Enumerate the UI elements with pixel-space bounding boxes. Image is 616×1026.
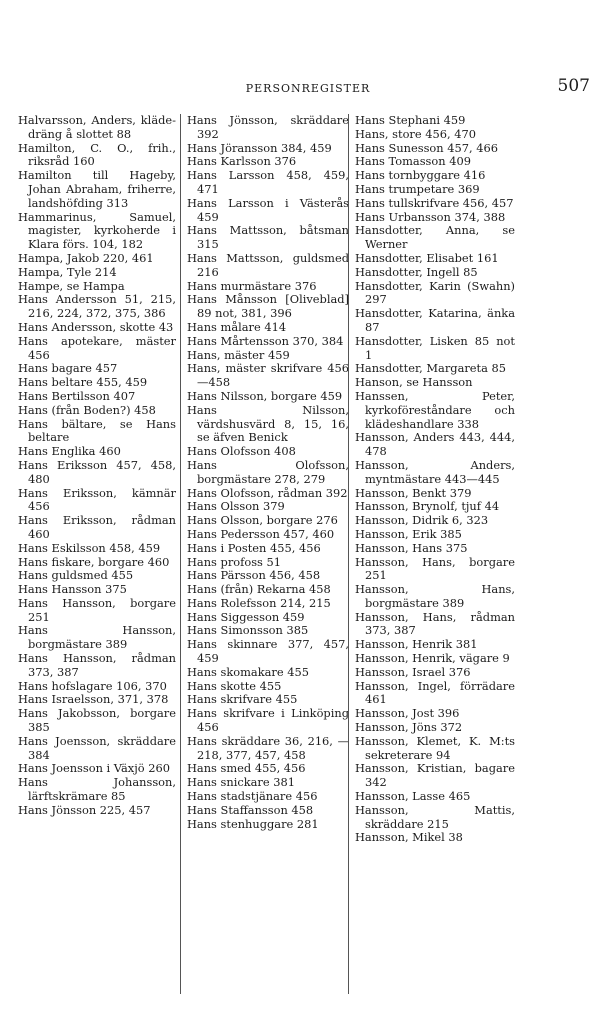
index-entry: Hans Eriksson, rådman 460 (18, 513, 176, 541)
page-number: 507 (557, 76, 590, 96)
index-entry: Hansson, Mattis, skräddare 215 (355, 802, 515, 831)
index-entry: Hans, store 456, 470 (355, 126, 476, 141)
running-title: PERSONREGISTER (245, 82, 371, 95)
index-entry: Hampa, Tyle 214 (18, 264, 117, 279)
index-entry: Hanssen, Peter, kyrkoföreståndare och klädeshandlare 338 (355, 388, 515, 431)
index-entry: Hans Pedersson 457, 460 (187, 526, 335, 541)
index-entry: Hans Mattsson, båtsman 315 (187, 223, 349, 252)
index-entry: Hans Hansson, rådman 373, 387 (18, 651, 176, 679)
index-entry: Hansson, Israel 376 (355, 664, 471, 679)
index-entry: Hans Urbansson 374, 388 (355, 209, 506, 224)
index-entry: Hansson, Ingel, förrädare 461 (355, 678, 515, 707)
index-entry: Hans Hansson 375 (18, 582, 127, 597)
index-entry: Hans skotte 455 (187, 678, 282, 693)
index-entry: Hansson, Hans, borgare 251 (355, 554, 515, 583)
index-entry: Hampe, se Hampa (18, 278, 125, 293)
index-entry: Hansdotter, Anna, se Werner (355, 223, 515, 252)
index-entry: Hans profoss 51 (187, 554, 282, 569)
index-entry: Hans stenhuggare 281 (187, 816, 319, 831)
index-column-1 (18, 114, 176, 994)
index-entry: Hans Hansson, borgare 251 (18, 595, 176, 624)
index-entry: Hans Nilsson, borgare 459 (187, 388, 343, 403)
page-header (18, 76, 598, 104)
index-entry: Hans Staffansson 458 (187, 802, 314, 817)
index-entry: Hans Larsson 458, 459, 471 (187, 168, 349, 196)
index-entry: Hansson, Jöns 372 (355, 720, 463, 735)
index-entry: Hans Mårtensson 370, 384 (187, 333, 344, 348)
index-entry: Hansdotter, Karin (Swahn) 297 (355, 278, 515, 307)
index-entry: Hans (från Boden?) 458 (18, 402, 156, 417)
index-entry: Hans beltare 455, 459 (18, 375, 148, 390)
index-entry: Hans skomakare 455 (187, 664, 309, 679)
index-entry: Hans skräddare 36, 216, —218, 377, 457, 458 (187, 733, 349, 762)
index-entry: Hans apotekare, mäster 456 (18, 333, 176, 362)
index-entry: Hans bältare, se Hans beltare (18, 416, 176, 445)
index-entry: Hansson, Anders 443, 444, 478 (355, 430, 515, 459)
index-entry: Hans Månsson [Oliveblad] 89 not, 381, 396 (187, 292, 349, 321)
index-entry: Hans Bertilsson 407 (18, 388, 136, 403)
index-entry: Hanson, se Hansson (355, 375, 473, 390)
index-entry: Hansson, Erik 385 (355, 526, 462, 541)
index-entry: Hans Olofsson, borgmästare 278, 279 (187, 457, 349, 486)
index-entry: Hans skrifvare 455 (187, 692, 298, 707)
index-entry: Hansson, Hans, rådman 373, 387 (355, 609, 515, 638)
index-entry: Hans skrifvare i Linköping 456 (187, 706, 349, 735)
index-entry: Hansson, Hans, borgmästare 389 (355, 582, 515, 610)
index-entry: Hans skinnare 377, 457, 459 (187, 637, 349, 666)
index-entry: Hans Hansson, borgmästare 389 (18, 623, 176, 652)
index-entry: Hansson, Henrik 381 (355, 637, 478, 652)
index-entry: Hans smed 455, 456 (187, 761, 306, 776)
index-entry: Hans Karlsson 376 (187, 154, 297, 169)
index-entry: Hans trumpetare 369 (355, 181, 480, 196)
index-entry: Hamilton till Hageby, Johan Abraham, friherre, landshöfding 313 (18, 168, 176, 210)
index-entry: Hansson, Klemet, K. M:ts sekreterare 94 (355, 733, 515, 762)
index-entry: Hans stadstjänare 456 (187, 789, 318, 804)
index-entry: Hans Siggesson 459 (187, 609, 305, 624)
index-entry: Hans Rolefsson 214, 215 (187, 595, 331, 610)
index-entry: Hans Olofsson 408 (187, 444, 296, 459)
index-entry: Hans Andersson, skotte 43 (18, 319, 174, 334)
index-entry: Hans Larsson i Västerås 459 (187, 195, 349, 224)
index-entry: Hans tornbyggare 416 (355, 168, 486, 183)
index-entry: Hampa, Jakob 220, 461 (18, 250, 154, 265)
index-entry: Hans Simonsson 385 (187, 623, 309, 638)
index-entry: Hans Olsson, borgare 276 (187, 513, 338, 528)
index-entry: Hansson, Benkt 379 (355, 485, 472, 500)
index-entry: Hansdotter, Katarina, änka 87 (355, 306, 515, 334)
index-entry: Hansdotter, Elisabet 161 (355, 250, 499, 265)
index-entry: Hans Mattsson, guldsmed 216 (187, 250, 349, 279)
index-entry: Hans murmästare 376 (187, 278, 317, 293)
index-entry: Hans Sunesson 457, 466 (355, 140, 498, 155)
index-entry: Hans Eskilsson 458, 459 (18, 540, 161, 555)
index-entry: Hansson, Henrik, vägare 9 (355, 651, 510, 666)
index-column-3 (348, 114, 515, 994)
index-entry: Hans Stephani 459 (355, 113, 466, 127)
index-entry: Hans i Posten 455, 456 (187, 540, 321, 555)
index-entry: Hans Johansson, lärftskrämare 85 (18, 775, 176, 804)
index-entry: Hans snickare 381 (187, 775, 295, 790)
index-entry: Hans Jönsson 225, 457 (18, 802, 151, 817)
index-entry: Hans Englika 460 (18, 444, 121, 459)
index-entry: Hansson, Hans 375 (355, 540, 468, 555)
index-entry: Hans guldsmed 455 (18, 568, 134, 583)
index-entry: Hans Jakobsson, borgare 385 (18, 706, 176, 735)
index-entry: Hans hofslagare 106, 370 (18, 678, 167, 693)
index-entry: Hans Pärsson 456, 458 (187, 568, 321, 583)
index-entry: Hans Nilsson, värdshusvärd 8, 15, 16, se äfven Benick (187, 402, 349, 445)
index-entry: Hansson, Didrik 6, 323 (355, 513, 489, 528)
index-entry: Hans bagare 457 (18, 361, 118, 376)
index-entry: Hans Israelsson, 371, 378 (18, 692, 169, 707)
index-entry: Hans Eriksson, kämnär 456 (18, 485, 176, 514)
index-entry: Hans Joensson i Växjö 260 (18, 761, 170, 776)
index-entry: Hans, mäster 459 (187, 347, 290, 362)
index-entry: Hansson, Brynolf, tjuf 44 (355, 499, 500, 514)
index-entry: Hansdotter, Margareta 85 (355, 361, 507, 376)
index-entry: Hammarinus, Samuel, magister, kyrkoherde i Klara förs. 104, 182 (18, 209, 176, 252)
index-entry: Hans Andersson 51, 215, 216, 224, 372, 375, 386 (18, 292, 176, 321)
index-entry: Hansson, Anders, myntmästare 443—445 (355, 457, 515, 486)
index-entry: Hansson, Mikel 38 (355, 830, 463, 845)
index-entry: Hans Jöransson 384, 459 (187, 140, 332, 155)
index-entry: Hans Joensson, skräddare 384 (18, 733, 176, 762)
index-entry: Hans Olofsson, rådman 392 (187, 485, 348, 500)
index-columns (18, 114, 598, 994)
index-entry: Hans Eriksson 457, 458, 480 (18, 457, 176, 486)
index-entry: Hansdotter, Ingell 85 (355, 264, 478, 279)
index-entry: Hans (från) Rekarna 458 (187, 582, 331, 597)
index-entry: Hans tullskrifvare 456, 457 (355, 195, 514, 210)
index-entry: Hans Jönsson, skräddare 392 (187, 113, 349, 141)
index-entry: Hans Olsson 379 (187, 499, 285, 514)
index-entry: Hamilton, C. O., frih., riksråd 160 (18, 140, 176, 169)
index-entry: Hansson, Jost 396 (355, 706, 460, 721)
index-entry: Hansson, Lasse 465 (355, 789, 471, 804)
index-entry: Hansdotter, Lisken 85 not 1 (355, 333, 515, 362)
index-entry: Halvarsson, Anders, kläde-dräng å slottet 88 (18, 113, 176, 141)
index-entry: Hans Tomasson 409 (355, 154, 471, 169)
index-entry: Hans målare 414 (187, 319, 287, 334)
index-entry: Hans fiskare, borgare 460 (18, 554, 170, 569)
index-column-2 (180, 114, 349, 994)
index-entry: Hans, mäster skrifvare 456—458 (187, 361, 349, 390)
index-entry: Hansson, Kristian, bagare 342 (355, 761, 515, 790)
